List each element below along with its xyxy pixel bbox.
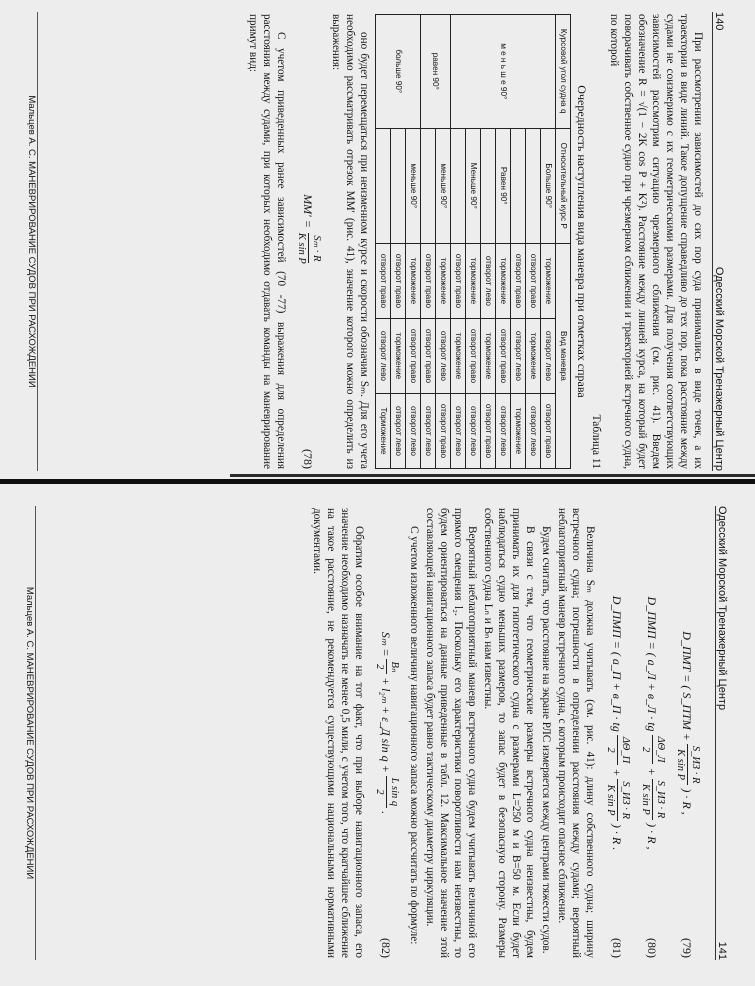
equation-80: [638, 508, 667, 958]
operator: +: [610, 768, 625, 777]
table-cell: отворот лево: [376, 318, 391, 393]
paragraph: Вероятный неблагоприятный маневр встречного судна будем учитывать величиной его прямого смещения l₂. Поскольку его характеристики поворотливости нам неизвестны, то будем ориентироваться на данные приведенные в табл. 12. Максимальное значение этой составляющей навигационного запаса будет равно тактическому диаметру циркуляции.: [424, 508, 478, 958]
table-cell: отворот лево: [391, 393, 406, 468]
table-cell: отворот право: [406, 318, 421, 393]
numerator: S_ИЗ · R: [617, 779, 632, 821]
paragraph: Величина Sₘ должна учитывать (см. рис. 41): длину собственного судна; ширину встречного судна; погрешности в определении расстояния между судами; вероятный неблагоприятный маневр встречного судна, с которым происходит опасное сближение.: [556, 508, 596, 958]
denominator: K sin P: [675, 749, 686, 781]
table-cell: отворот лево: [466, 393, 481, 468]
table-cell: Равен 90°: [496, 128, 511, 243]
equation-81: [603, 508, 632, 958]
table-cell: [376, 128, 391, 243]
page-body: [43, 14, 705, 469]
table-cell: меньше 90°: [436, 128, 451, 243]
table-cell: м е н ь ш е 90°: [451, 15, 556, 129]
page-141: [13, 498, 738, 968]
table-cell: отворот лево: [526, 393, 541, 468]
table-cell: торможение: [406, 243, 421, 318]
table-header: Вид маневра: [556, 243, 571, 468]
numerator: S_ИЗ · R: [687, 744, 702, 786]
table-cell: отворот право: [391, 243, 406, 318]
numerator: Sₘ · R: [308, 233, 323, 263]
numerator: Bₙ: [386, 659, 401, 674]
table-cell: отворот лево: [496, 393, 511, 468]
page-footer: Мальцев А. С. МАНЕВРИРОВАНИЕ СУДОВ ПРИ РАСХОЖДЕНИИ: [23, 12, 38, 471]
equation-82: [372, 508, 401, 958]
equation-rhs: .: [379, 811, 394, 815]
denominator: K sin P: [605, 784, 616, 816]
table-cell: торможение: [511, 393, 526, 468]
table-row: [436, 15, 451, 469]
numerator: ΔΘ_Л: [652, 735, 667, 765]
fraction: [603, 735, 632, 765]
table-cell: отворот лево: [406, 393, 421, 468]
equation-79: [673, 508, 702, 958]
table-cell: отворот право: [511, 243, 526, 318]
running-head: Одесский Морской Тренажерный Центр: [716, 506, 728, 711]
table-cell: торможение: [451, 318, 466, 393]
fraction: [638, 779, 667, 821]
table-cell: отворот лево: [481, 243, 496, 318]
denominator: 2: [374, 789, 385, 795]
table-cell: отворот право: [496, 318, 511, 393]
table-cell: отворот лево: [451, 393, 466, 468]
operator: + l₂ₘ + ε_Д sin q +: [379, 677, 394, 773]
table-cell: больше 90°: [376, 15, 421, 129]
equation-number: (82): [379, 938, 394, 958]
paragraph: Будем считать, что расстояние на экране РЛС измеряется между центрами тяжести судов.: [540, 526, 552, 954]
fraction: [294, 231, 323, 266]
table-row: [541, 15, 556, 469]
table-cell: отворот право: [466, 318, 481, 393]
equation-number: (78): [301, 449, 316, 470]
table-cell: равен 90°: [421, 15, 451, 129]
table-cell: торможение: [526, 318, 541, 393]
paragraph: С учетом изложенного величину навигационного запаса можно рассчитать по формуле:: [408, 526, 420, 945]
equation-number: (81): [610, 938, 625, 958]
denominator: 2: [605, 747, 616, 753]
paragraph: При рассмотрении зависимостей до сих пор суда принимались в виде точек, а их траектории в виде линий. Такое допущение справедливо до тех пор, пока расстояние между судами не соизмеримо с их геометрическими размерами. Для получения соответствующих зависимостей рассмотрим ситуацию чрезмерного сближения (см. рис. 41). Введем обозначение R = √(1 − 2K cos P + K²). Расстояние между линией курса, на который будет поворачивать собственное судно при чрезмерном сближении и траекторией встречного судна, по которой: [608, 14, 704, 469]
table-cell: [526, 128, 541, 243]
equation-number: (80): [645, 938, 660, 959]
denominator: K sin P: [296, 232, 307, 264]
running-head: Одесский Морской Тренажерный Центр: [713, 266, 725, 471]
equation-lhs: D_ПМТ = ( S_ПТМ +: [680, 631, 695, 741]
table-cell: [451, 128, 466, 243]
equation-78: [294, 14, 323, 469]
page-body: [41, 508, 708, 958]
equation-lhs: MM′ =: [301, 194, 316, 228]
paragraph: Обратим особое внимание на тот факт, что при выборе навигационного запаса, его значение необходимо назначать не менее 0,5 мили, с учетом того, что кратчайшее сближение на такое расстояние, не рекомендуется существующими национальными нормативными документами.: [311, 508, 365, 958]
table-cell: торможение: [496, 243, 511, 318]
maneuver-table: [375, 14, 571, 469]
equation-rhs: ) · R ,: [645, 823, 660, 850]
fraction: [638, 735, 667, 765]
table-cell: отворот лево: [421, 393, 436, 468]
paragraph: В связи с тем, что геометрические размеры встречного судна неизвестны, будем принимать их для гипотетического судна с размерами L=250 м и B=50 м. Если будет наблюдаться судно меньших размеров, то запас будет в безопасную сторону. Размеры собственного судна Lₙ и Bₙ нам известны.: [482, 508, 536, 958]
page-140: [15, 4, 735, 479]
equation-lhs: D_ПМП = ( a_П + в_П · tg: [610, 595, 625, 732]
table-cell: отворот право: [376, 243, 391, 318]
equation-rhs: ) · R ,: [680, 788, 695, 815]
table-body: [376, 15, 556, 469]
operator: +: [645, 767, 660, 776]
table-cell: отворот лево: [436, 318, 451, 393]
table-cell: меньше 90°: [406, 128, 421, 243]
equation-lhs: D_ПМП = ( a_Л + в_Л · tg: [645, 596, 660, 732]
table-cell: отворот право: [481, 393, 496, 468]
table-cell: отворот право: [421, 318, 436, 393]
equation-lhs: Sₘ =: [379, 631, 394, 657]
table-cell: торможение: [541, 243, 556, 318]
table-header: Курсовой угол судна q: [556, 15, 571, 129]
table-cell: отворот право: [436, 393, 451, 468]
fraction: [673, 744, 702, 786]
table-cell: Больше 90°: [541, 128, 556, 243]
table-cell: торможение: [466, 243, 481, 318]
table-cell: отворот право: [526, 243, 541, 318]
table-cell: отворот право: [421, 243, 436, 318]
denominator: 2: [374, 664, 385, 670]
paragraph: С учетом приведенных ранее зависимостей (70 -77) выражения для определения расстояния между судами, при которых необходимо отдавать команды на маневрирование примут вид:: [247, 14, 287, 469]
table-cell: [511, 128, 526, 243]
equation-number: (79): [680, 938, 695, 958]
fraction: [603, 779, 632, 821]
denominator: 2: [640, 746, 651, 753]
table-cell: торможение: [391, 318, 406, 393]
numerator: L sin q: [386, 776, 401, 808]
table-cell: [421, 128, 436, 243]
paragraph: оно будет перемещаться при неизменном курсе и скорости обозначим Sₘ. Для его учета необходимо рассматривать отрезок MM′ (рис. 41), значение которого можно определить из выражения:: [330, 14, 370, 469]
numerator: ΔΘ_П: [617, 735, 632, 765]
table-cell: Меньше 90°: [466, 128, 481, 243]
page-header: [715, 506, 732, 960]
table-cell: отворот лево: [511, 318, 526, 393]
spine-shadow: [0, 479, 755, 484]
fraction: [372, 659, 401, 674]
page-header: [712, 12, 729, 471]
table-cell: [391, 128, 406, 243]
denominator: K sin P: [640, 783, 651, 815]
table-header: Относительный курс P: [556, 128, 571, 243]
page-number: 140: [713, 12, 725, 31]
page-footer: Мальцев А. С. МАНЕВРИРОВАНИЕ СУДОВ ПРИ РАСХОЖДЕНИИ: [21, 506, 36, 960]
table-cell: Торможение: [376, 393, 391, 468]
table-row: [406, 15, 421, 469]
table-cell: торможение: [436, 243, 451, 318]
table-caption: Таблица 11: [590, 414, 602, 469]
table-title: Очередность наступления вида маневра при отметках справа: [575, 85, 589, 398]
equation-rhs: ) · R .: [610, 823, 625, 851]
table-cell: отворот право: [541, 393, 556, 468]
page-number: 141: [716, 941, 728, 960]
numerator: S_ИЗ · R: [652, 779, 667, 821]
table-cell: отворот лево: [541, 318, 556, 393]
fraction: [372, 776, 401, 808]
table-cell: отворот право: [451, 243, 466, 318]
table-cell: торможение: [481, 318, 496, 393]
table-cell: [481, 128, 496, 243]
